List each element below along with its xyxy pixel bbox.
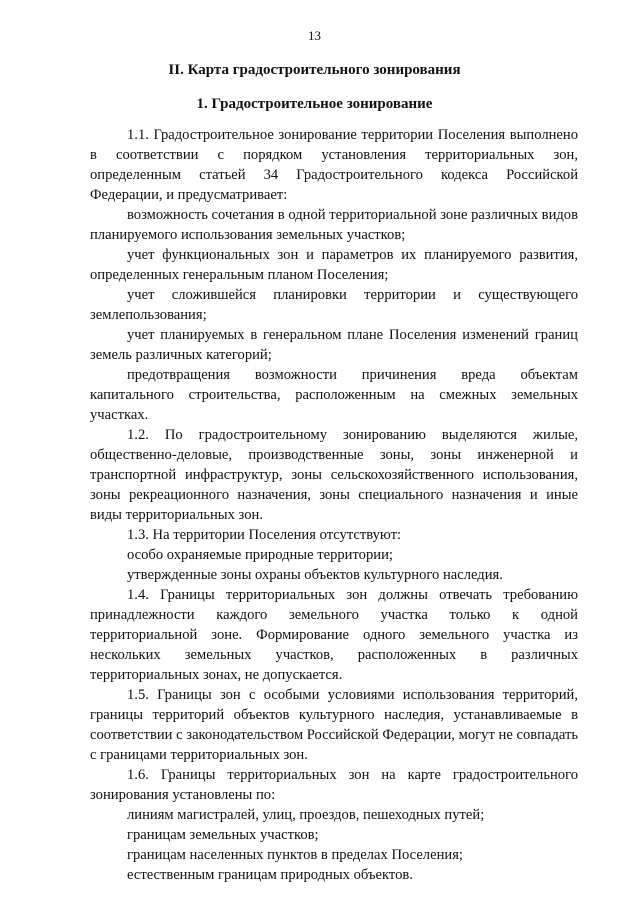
list-item-existing-layout: учет сложившейся планировки территории и существующего землепользования; bbox=[90, 287, 578, 323]
section-title: II. Карта градостроительного зонирования bbox=[168, 62, 461, 78]
paragraph-1-2: 1.2. По градостроительному зонированию выделяются жилые, общественно-деловые, производственные зоны, зоны инженерной и транспортной инфраструктур, зоны сельскохозяйственного использования, зоны рекреационного назначения, зоны специального назначения и иные виды территориальных зон. bbox=[90, 427, 578, 523]
list-item-land-categories: учет планируемых в генеральном плане Поселения изменений границ земель различных категорий; bbox=[90, 327, 578, 363]
paragraph-1-5: 1.5. Границы зон с особыми условиями использования территорий, границы территорий объектов культурного наследия, устанавливаемые в соответствии с законодательством Российской Федерации, могут не совпадать с границами территориальных зон. bbox=[90, 687, 578, 763]
list-item-protected-areas: особо охраняемые природные территории; bbox=[127, 547, 393, 563]
page-number: 13 bbox=[308, 28, 321, 43]
paragraph-1-1: 1.1. Градостроительное зонирование территории Поселения выполнено в соответствии с порядком установления территориальных зон, определенным статьей 34 Градостроительного кодекса Российской Федерации, и предусматривает: bbox=[90, 127, 578, 203]
list-item-settlements: границам населенных пунктов в пределах Поселения; bbox=[127, 847, 463, 863]
list-item-zone-combination: возможность сочетания в одной территориальной зоне различных видов планируемого использования земельных участков; bbox=[90, 207, 578, 243]
list-item-streets: линиям магистралей, улиц, проездов, пешеходных путей; bbox=[127, 807, 485, 823]
list-item-harm-prevention: предотвращения возможности причинения вреда объектам капитального строительства, расположенным на смежных земельных участках. bbox=[90, 367, 578, 423]
paragraph-1-3: 1.3. На территории Поселения отсутствуют: bbox=[127, 527, 402, 543]
paragraph-1-6: 1.6. Границы территориальных зон на карте градостроительного зонирования установлены по: bbox=[90, 767, 578, 803]
section-subtitle: 1. Градостроительное зонирование bbox=[196, 96, 433, 112]
list-item-heritage-zones: утвержденные зоны охраны объектов культурного наследия. bbox=[127, 567, 503, 583]
list-item-functional-zones: учет функциональных зон и параметров их планируемого развития, определенных генеральным планом Поселения; bbox=[90, 247, 578, 283]
paragraph-1-4: 1.4. Границы территориальных зон должны отвечать требованию принадлежности каждого земельного участка только к одной территориальной зоне. Формирование одного земельного участка из нескольких земельных участков, расположенных в различных территориальных зонах, не допускается. bbox=[90, 587, 578, 683]
list-item-land-plots: границам земельных участков; bbox=[127, 827, 319, 843]
list-item-natural-boundaries: естественным границам природных объектов. bbox=[127, 867, 413, 883]
document-body bbox=[90, 125, 578, 885]
